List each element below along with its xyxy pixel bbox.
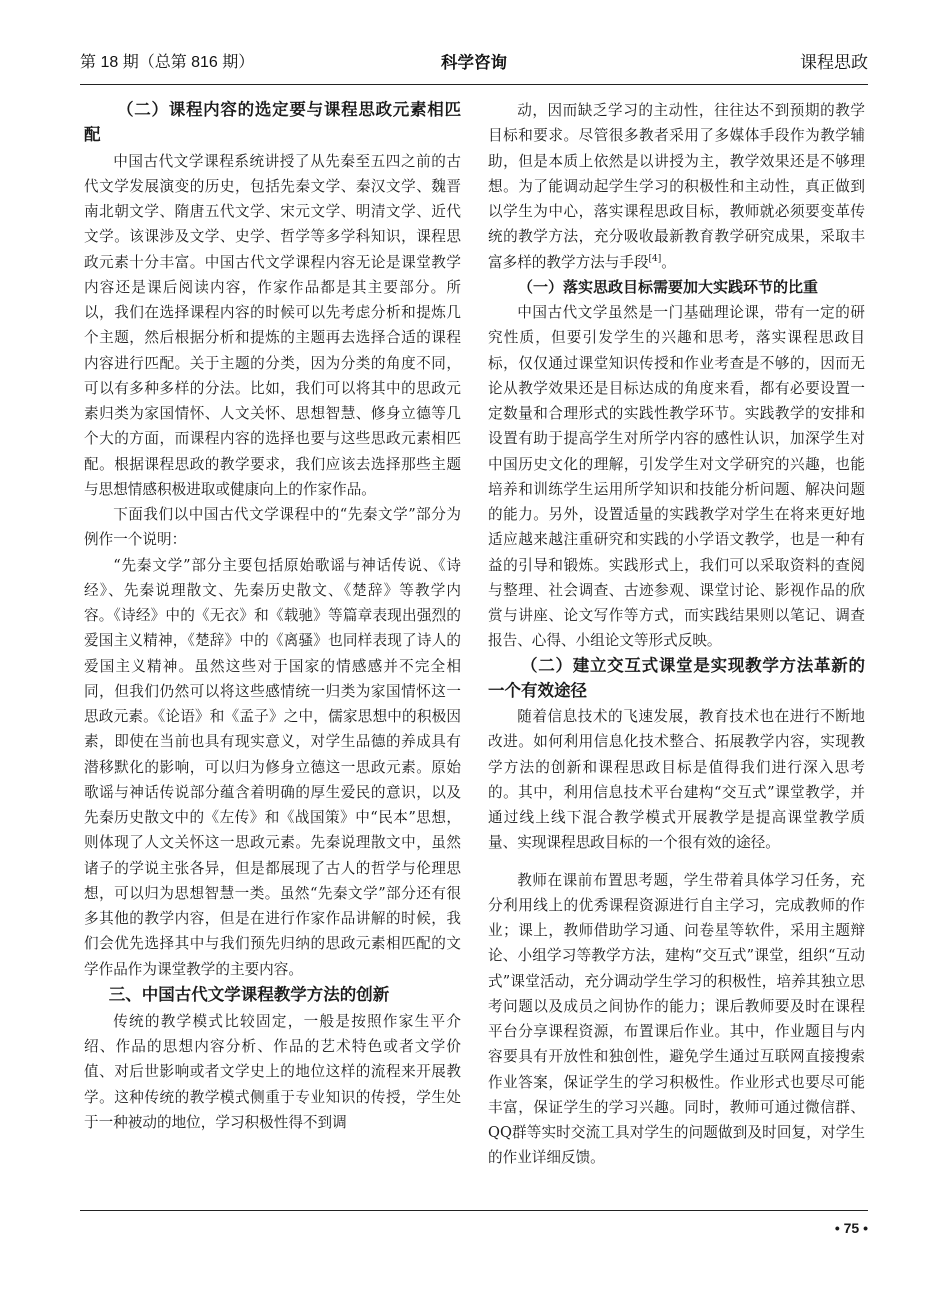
body-paragraph: 教师在课前布置思考题，学生带着具体学习任务，充分利用线上的优秀课程资源进行自主学习，完成教师的作业；课上，教师借助学习通、问卷星等软件，采用主题辩论、小组学习等教学方法，建构“交互式”课堂，组织“互动式”课堂活动，充分调动学生学习的积极性，培养其独立思考问题以及成员之间协作的能力；课后教师要及时在课程平台分享课程资源，布置课后作业。其中，作业题目与内容要具有开放性和独创性，避免学生通过互联网直接搜索作业答案，保证学生的学习积极性。作业形式也要尽可能丰富，保证学生的学习兴趣。同时，教师可通过微信群、QQ群等实时交流工具对学生的问题做到及时回复，对学生的作业详细反馈。 — [488, 871, 865, 1167]
issue-label: 第 18 期（总第 816 期） — [80, 54, 255, 71]
body-paragraph: 中国古代文学课程系统讲授了从先秦至五四之前的古代文学发展演变的历史，包括先秦文学、秦汉文学、魏晋南北朝文学、隋唐五代文学、宋元文学、明清文学、近代文学。该课涉及文学、史学、哲学等多学科知识，课程思政元素十分丰富。中国古代文学课程内容无论是课堂教学内容还是课后阅读内容，作家作品都是其主要部分。所以，我们在选择课程内容的时候可以先考虑分析和提炼几个主题，然后根据分析和提炼的主题再去选择合适的课程内容进行匹配。关于主题的分类，因为分类的角度不同，可以有多种多样的分法。比如，我们可以将其中的思政元素归类为家国情怀、人文关怀、思想智慧、修身立德等几个大的方面，而课程内容的选择也要与这些思政元素相匹配。根据课程思政的教学要求，我们应该去选择那些主题与思想情感积极进取或健康向上的作家作品。 — [84, 152, 461, 498]
section-heading-interactive-classroom: （二）建立交互式课堂是实现教学方法革新的一个有效途径 — [488, 656, 865, 700]
body-paragraph: 传统的教学模式比较固定，一般是按照作家生平介绍、作品的思想内容分析、作品的艺术特色或者文学价值、对后世影响或者文学史上的地位这样的流程来开展教学。这种传统的教学模式侧重于专业知识的传授，学生处于一种被动的地位，学习积极性得不到调 — [84, 1012, 461, 1131]
right-column — [488, 98, 865, 1171]
footer-rule — [80, 1210, 868, 1211]
body-paragraph: 下面我们以中国古代文学课程中的“先秦文学”部分为例作一个说明： — [84, 506, 461, 549]
section-heading-course-content: （二）课程内容的选定要与课程思政元素相匹配 — [84, 101, 461, 145]
citation-ref: [4] — [648, 253, 662, 264]
left-column — [84, 98, 461, 1135]
body-text: 。 — [661, 253, 676, 271]
section-heading-practice: （一）落实思政目标需要加大实践环节的比重 — [518, 278, 819, 296]
body-paragraph: “先秦文学”部分主要包括原始歌谣与神话传说、《诗经》、先秦说理散文、先秦历史散文、《楚辞》等教学内容。《诗经》中的《无衣》和《载驰》等篇章表现出强烈的爱国主义精神，《楚辞》中的《离骚》也同样表现了诗人的爱国主义精神。虽然这些对于国家的情感感并不完全相同，但我们仍然可以将这些感情统一归类为家国情怀这一思政元素。《论语》和《孟子》之中，儒家思想中的积极因素，即使在当前也具有现实意义，对学生品德的养成具有潜移默化的影响，可以归为修身立德这一思政元素。原始歌谣与神话传说部分蕴含着明确的厚生爱民的意识，以及先秦历史散文中的《左传》和《战国策》中“民本”思想，则体现了人文关怀这一思政元素。先秦说理散文中，虽然诸子的学说主张各异，但是都展现了古人的哲学与伦理思想，可以归为思想智慧一类。虽然“先秦文学”部分还有很多其他的教学内容，但是在进行作家作品讲解的时候，我们会优先选择其中与我们预先归纳的思政元素相匹配的文学作品作为课堂教学的主要内容。 — [84, 556, 461, 978]
body-paragraph: 中国古代文学虽然是一门基础理论课，带有一定的研究性质，但要引发学生的兴趣和思考，落实课程思政目标，仅仅通过课堂知识传授和作业考查是不够的，因而无论从教学效果还是目标达成的角度来看，都有必要设置一定数量和合理形式的实践性教学环节。实践教学的安排和设置有助于提高学生对所学内容的感性认识，加深学生对中国历史文化的理解，引发学生对文学研究的兴趣，也能培养和训练学生运用所学知识和技能分析问题、解决问题的能力。另外，设置适量的实践教学对学生在将来更好地适应越来越注重研究和实践的小学语文教学，也是一种有益的引导和锻炼。实践形式上，我们可以采取资料的查阅与整理、社会调查、古迹参观、课堂讨论、影视作品的欣赏与讲座、论文写作等方式，而实践结果则以笔记、调查报告、心得、小组论文等形式反映。 — [488, 304, 865, 650]
page-number: • 75 • — [834, 1220, 868, 1236]
section-label: 课程思政 — [800, 53, 868, 72]
header-rule — [80, 84, 868, 85]
page-header — [80, 52, 868, 78]
section-heading-teaching-method: 三、中国古代文学课程教学方法的创新 — [108, 985, 390, 1004]
journal-title: 科学咨询 — [441, 54, 507, 72]
body-paragraph — [488, 98, 865, 275]
body-text: 动，因而缺乏学习的主动性，往往达不到预期的教学目标和要求。尽管很多教者采用了多媒体手段作为教学辅助，但是本质上依然是以讲授为主，教学效果还是不够理想。为了能调动起学生学习的积极性和主动性，真正做到以学生为中心，落实课程思政目标，教师就必须要变革传统的教学方法，充分吸收最新教育教学研究成果，采取丰富多样的教学方法与手段 — [488, 102, 865, 271]
body-paragraph: 随着信息技术的飞速发展，教育技术也在进行不断地改进。如何利用信息化技术整合、拓展教学内容，实现教学方法的创新和课程思政目标是值得我们进行深入思考的。其中，利用信息技术平台建构“交互式”课堂教学，并通过线上线下混合教学模式开展教学是提高课堂教学质量、实现课程思政目标的一个很有效的途径。 — [488, 708, 865, 852]
